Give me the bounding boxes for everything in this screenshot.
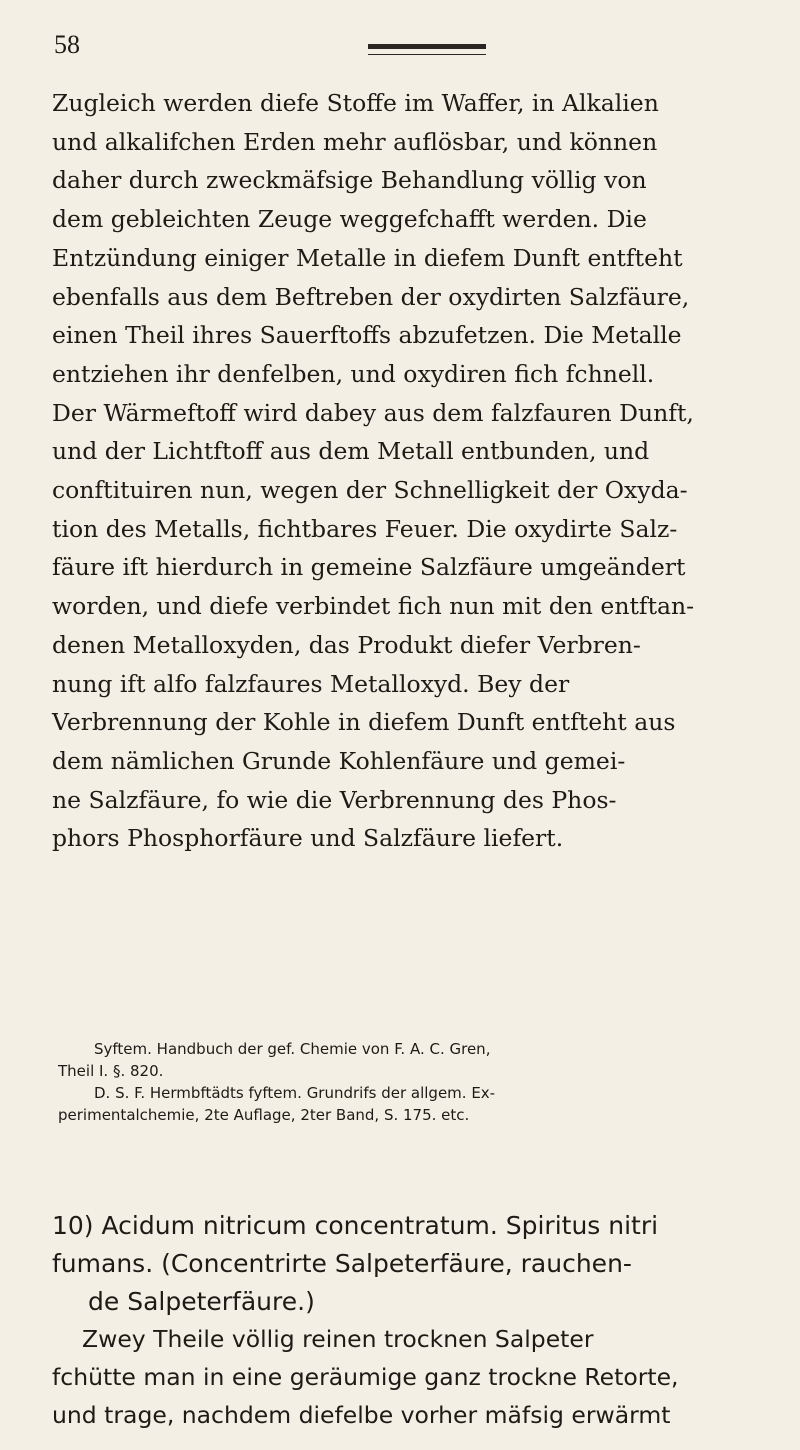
entry-heading-line: fumans. (Concentrirte Salpeterfäure, rauchen- bbox=[52, 1249, 632, 1278]
header-rule bbox=[368, 44, 486, 49]
main-line: und alkalifchen Erden mehr auflösbar, und können bbox=[52, 127, 658, 156]
final-line: fchütte man in eine geräumige ganz trockne Retorte, bbox=[52, 1363, 679, 1391]
entry-heading-line: de Salpeterfäure.) bbox=[88, 1287, 315, 1316]
main-line: entziehen ihr denfelben, und oxydiren fich fchnell. bbox=[52, 359, 655, 388]
main-line: fäure ift hierdurch in gemeine Salzfäure umgeändert bbox=[52, 553, 686, 582]
final-line: und trage, nachdem diefelbe vorher mäfsig erwärmt bbox=[52, 1401, 671, 1429]
main-line: einen Theil ihres Sauerftoffs abzufetzen. Die Metalle bbox=[52, 321, 682, 350]
main-line: daher durch zweckmäfsige Behandlung völlig von bbox=[52, 166, 647, 195]
reference-line: Syftem. Handbuch der gef. Chemie von F. A. C. Gren, bbox=[94, 1040, 491, 1058]
reference-line: perimentalchemie, 2te Auflage, 2ter Band, S. 175. etc. bbox=[58, 1106, 470, 1124]
main-line: phors Phosphorfäure und Salzfäure liefert. bbox=[52, 824, 564, 853]
final-line: Zwey Theile völlig reinen trocknen Salpeter bbox=[82, 1325, 594, 1353]
main-line: und der Lichtftoff aus dem Metall entbunden, und bbox=[52, 437, 650, 466]
references bbox=[58, 1038, 770, 1126]
main-line: nung ift alfo falzfaures Metalloxyd. Bey der bbox=[52, 669, 570, 698]
page-number: 58 bbox=[54, 30, 80, 59]
main-line: ebenfalls aus dem Beftreben der oxydirten Salzfäure, bbox=[52, 282, 690, 311]
main-paragraph bbox=[52, 84, 770, 858]
entry-heading bbox=[52, 1207, 770, 1321]
reference-line: D. S. F. Hermbftädts fyftem. Grundrifs der allgem. Ex- bbox=[94, 1084, 496, 1102]
main-line: denen Metalloxyden, das Produkt diefer Verbren- bbox=[52, 630, 641, 659]
main-line: Der Wärmeftoff wird dabey aus dem falzfauren Dunft, bbox=[52, 398, 694, 427]
main-line: worden, und diefe verbindet fich nun mit den entftan- bbox=[52, 592, 695, 621]
main-line: Zugleich werden diefe Stoffe im Waffer, in Alkalien bbox=[52, 89, 659, 117]
main-line: tion des Metalls, fichtbares Feuer. Die oxydirte Salz- bbox=[52, 514, 678, 543]
main-line: Verbrennung der Kohle in diefem Dunft entfteht aus bbox=[52, 708, 676, 737]
main-line: conftituiren nun, wegen der Schnelligkeit der Oxyda- bbox=[52, 476, 688, 505]
final-paragraph bbox=[52, 1320, 770, 1434]
header-rule-thin bbox=[368, 54, 486, 55]
main-line: dem nämlichen Grunde Kohlenfäure und gemei- bbox=[52, 746, 626, 775]
entry-heading-line: 10) Acidum nitricum concentratum. Spiritus nitri bbox=[52, 1211, 659, 1240]
main-line: Entzündung einiger Metalle in diefem Dunft entfteht bbox=[52, 243, 683, 272]
reference-line: Theil I. §. 820. bbox=[58, 1062, 164, 1080]
main-line: dem gebleichten Zeuge weggefchafft werden. Die bbox=[52, 205, 647, 234]
main-line: ne Salzfäure, fo wie die Verbrennung des Phos- bbox=[52, 785, 617, 814]
